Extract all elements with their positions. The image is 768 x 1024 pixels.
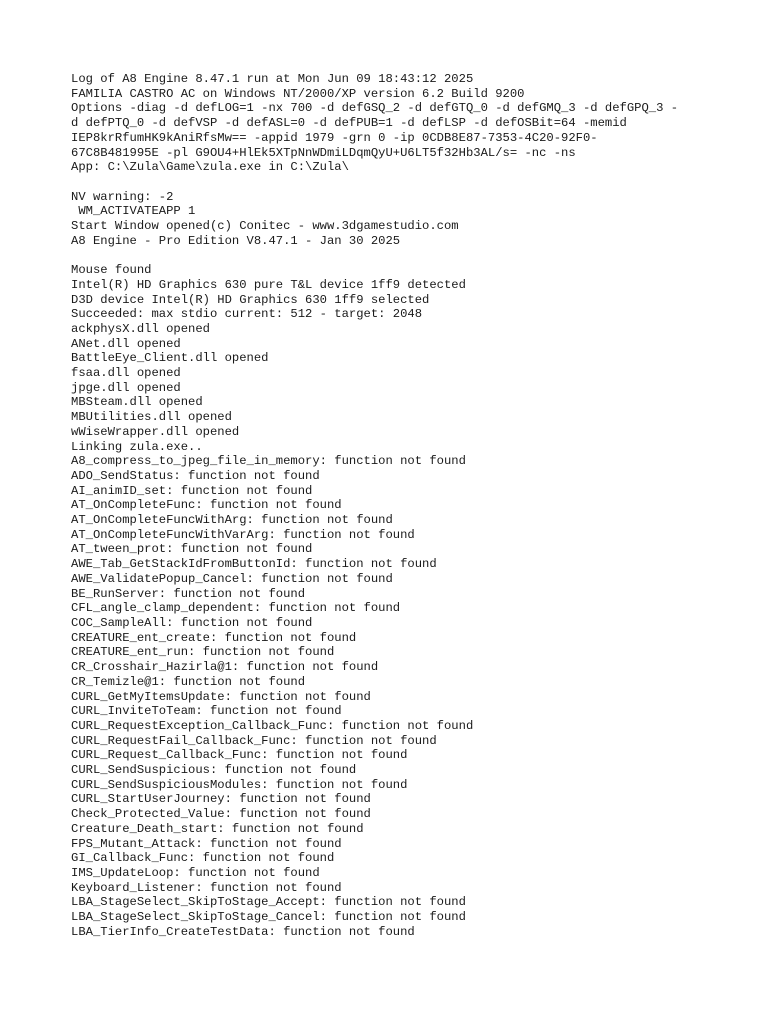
log-line: MBUtilities.dll opened [71,410,232,425]
log-line: WM_ACTIVATEAPP 1 [71,204,196,219]
log-line: A8_compress_to_jpeg_file_in_memory: function not found [71,454,466,469]
log-line: CREATURE_ent_run: function not found [71,645,335,660]
log-line: CURL_RequestException_Callback_Func: function not found [71,718,474,733]
log-line: CURL_Request_Callback_Func: function not found [71,748,408,763]
log-line: CR_Crosshair_Hazirla@1: function not found [71,660,379,675]
log-line: Succeeded: max stdio current: 512 - target: 2048 [71,307,423,322]
log-line: FPS_Mutant_Attack: function not found [71,836,342,851]
log-line: LBA_TierInfo_CreateTestData: function not found [71,924,415,939]
log-line: AT_OnCompleteFuncWithVarArg: function not found [71,527,415,542]
log-line: CR_Temizle@1: function not found [71,674,306,689]
log-line: CFL_angle_clamp_dependent: function not found [71,601,401,616]
log-line: AWE_Tab_GetStackIdFromButtonId: function not found [71,557,437,572]
log-line: BattleEye_Client.dll opened [71,351,269,366]
log-line: App: C:\Zula\Game\zula.exe in C:\Zula\ [71,160,349,175]
log-line [71,175,731,190]
log-line: fsaa.dll opened [71,366,181,381]
log-line: Creature_Death_start: function not found [71,821,364,836]
log-line: NV warning: -2 [71,189,174,204]
log-line: AT_OnCompleteFunc: function not found [71,498,342,513]
log-line: AI_animID_set: function not found [71,483,313,498]
log-line: D3D device Intel(R) HD Graphics 630 1ff9 selected [71,292,430,307]
log-line: Intel(R) HD Graphics 630 pure T&L device 1ff9 detected [71,277,466,292]
log-line: A8 Engine - Pro Edition V8.47.1 - Jan 30 2025 [71,233,401,248]
log-line: AWE_ValidatePopup_Cancel: function not found [71,571,393,586]
log-line: d defPTQ_0 -d defVSP -d defASL=0 -d defPUB=1 -d defLSP -d defOSBit=64 -memid [71,116,627,131]
log-line: wWiseWrapper.dll opened [71,424,240,439]
log-line: Start Window opened(c) Conitec - www.3dgamestudio.com [71,219,459,234]
log-line: Log of A8 Engine 8.47.1 run at Mon Jun 09 18:43:12 2025 [71,72,474,86]
log-line: ackphysX.dll opened [71,321,210,336]
log-line: LBA_StageSelect_SkipToStage_Cancel: function not found [71,910,466,925]
log-line: Mouse found [71,263,152,278]
log-line: BE_RunServer: function not found [71,586,306,601]
log-line: CURL_InviteToTeam: function not found [71,704,342,719]
log-line: COC_SampleAll: function not found [71,615,313,630]
log-line: CURL_SendSuspiciousModules: function not found [71,777,408,792]
log-line: IEP8krRfumHK9kAniRfsMw== -appid 1979 -grn 0 -ip 0CDB8E87-7353-4C20-92F0- [71,130,598,145]
log-line: Keyboard_Listener: function not found [71,880,342,895]
log-line: ADO_SendStatus: function not found [71,468,320,483]
log-line: GI_Callback_Func: function not found [71,851,335,866]
log-line: Options -diag -d defLOG=1 -nx 700 -d defGSQ_2 -d defGTQ_0 -d defGMQ_3 -d defGPQ_3 - [71,101,679,116]
log-line: FAMILIA CASTRO AC on Windows NT/2000/XP version 6.2 Build 9200 [71,86,525,101]
log-line: MBSteam.dll opened [71,395,203,410]
log-line: Linking zula.exe.. [71,439,203,454]
log-line: CURL_RequestFail_Callback_Func: function not found [71,733,437,748]
log-text-document [71,72,731,939]
log-line: IMS_UpdateLoop: function not found [71,865,320,880]
log-line: AT_OnCompleteFuncWithArg: function not found [71,513,393,528]
log-line: jpge.dll opened [71,380,181,395]
log-line: CURL_GetMyItemsUpdate: function not found [71,689,371,704]
log-line: AT_tween_prot: function not found [71,542,313,557]
log-line: CURL_StartUserJourney: function not found [71,792,371,807]
log-line [71,248,731,263]
log-line: CREATURE_ent_create: function not found [71,630,357,645]
log-line: Check_Protected_Value: function not found [71,807,371,822]
log-line: LBA_StageSelect_SkipToStage_Accept: function not found [71,895,466,910]
log-line: ANet.dll opened [71,336,181,351]
log-line: 67C8B481995E -pl G9OU4+HlEk5XTpNnWDmiLDqmQyU+U6LT5f32Hb3AL/s= -nc -ns [71,145,576,160]
log-line: CURL_SendSuspicious: function not found [71,763,357,778]
